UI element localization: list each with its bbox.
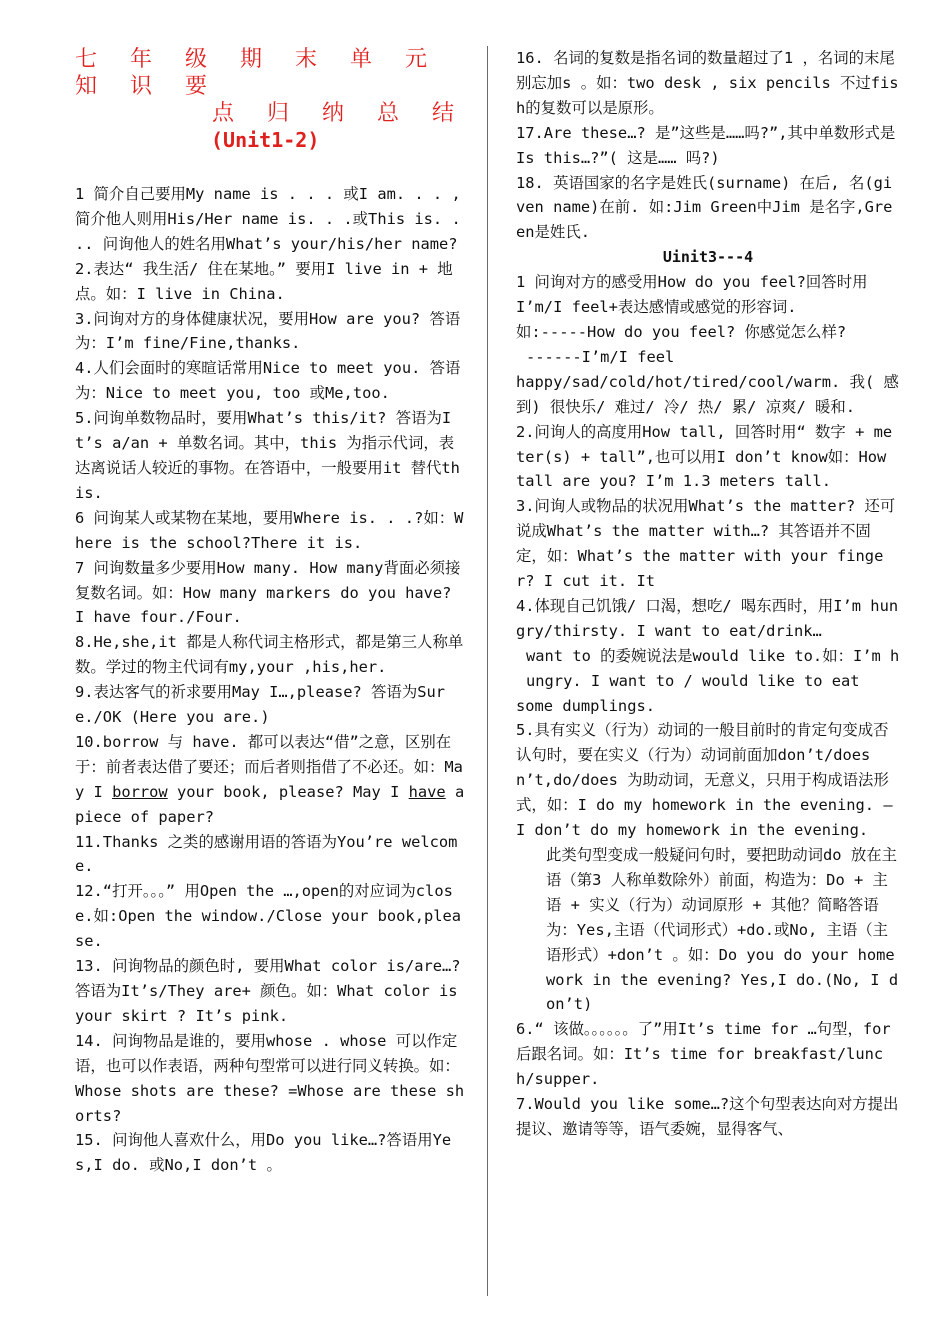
document-title-unit: (Unit1-2) bbox=[211, 128, 320, 152]
unit3-point-4-b: want to 的委婉说法是would like to.如：I’m hungry. I want to / would like to eat bbox=[526, 646, 900, 690]
point-15: 15. 问询他人喜欢什么，用Do you like…?答语用Yes,I do. 或No,I don’t 。 bbox=[75, 1131, 452, 1175]
unit3-point-1: 1 问询对方的感受用How do you feel?回答时用I’m/I feel+表达感情或感觉的形容词. bbox=[516, 273, 868, 317]
right-column bbox=[516, 46, 900, 1142]
point-5: 5.问询单数物品时，要用What’s this/it? 答语为It’s a/an + 单数名词。其中，this 为指示代词，表达离说话人较近的事物。在答语中，一般要用it 替代this. bbox=[75, 409, 460, 502]
point-7: 7 问询数量多少要用How many. How many背面必须接复数名词。如：How many markers do you have? I have four./Four. bbox=[75, 558, 461, 627]
point-9: 9.表达客气的祈求要用May I…,please? 答语为Sure./OK (Here you are.) bbox=[75, 683, 446, 727]
unit3-point-4-c: some dumplings. bbox=[516, 696, 655, 715]
point-14: 14. 问询物品是谁的，要用whose . whose 可以作定语，也可以作表语，两种句型常可以进行同义转换。如：Whose shots are these? =Whose are these shorts? bbox=[75, 1031, 465, 1125]
point-10 bbox=[75, 730, 467, 830]
point-11: 11.Thanks 之类的感谢用语的答语为You’re welcome. bbox=[75, 832, 458, 876]
unit3-point-7: 7.Would you like some…?这个句型表达向对方提出提议、邀请等等，语气委婉，显得客气、 bbox=[516, 1095, 899, 1138]
unit3-point-2: 2.问询人的高度用How tall, 回答时用“ 数字 + meter(s) + tall”,也可以用I don’t know如：How tall are you? I’m 1.3 meters tall. bbox=[516, 422, 893, 491]
point-3: 3.问询对方的身体健康状况，要用How are you? 答语为：I’m fine/Fine,thanks. bbox=[75, 309, 461, 353]
unit3-point-4: 4.体现自己饥饿/ 口渴，想吃/ 喝东西时，用I’m hungry/thirsty. I want to eat/drink… bbox=[516, 596, 899, 640]
unit3-point-1-example-a: ------I’m/I feel bbox=[526, 347, 675, 366]
point-18: 18. 英语国家的名字是姓氏(surname) 在后, 名(given name)在前. 如:Jim Green中Jim 是名字,Green是姓氏. bbox=[516, 173, 893, 242]
point-10-text-a: 10.borrow 与 have. 都可以表达“借”之意，区别在于：前者表达借了要还；而后者则指借了不必还。如：May I bbox=[75, 732, 463, 801]
point-12: 12.“打开。。。” 用Open the …,open的对应词为close.如:Open the window./Close your book,please. bbox=[75, 882, 462, 951]
point-6: 6 问询某人或某物在某地，要用Where is. . .?如：Where is the school?There it is. bbox=[75, 508, 464, 552]
unit3-point-1-example-q: 如:-----How do you feel? 你感觉怎么样? bbox=[516, 322, 847, 341]
document-title-line1: 七 年 级 期 末 单 元 知 识 要 bbox=[75, 47, 440, 99]
point-16: 16. 名词的复数是指名词的数量超过了1 ，名词的末尾别忘加s 。如：two desk , six pencils 不过fish的复数可以是原形。 bbox=[516, 49, 899, 117]
underlined-word-have: have bbox=[408, 782, 446, 801]
point-4: 4.人们会面时的寒暄话常用Nice to meet you. 答语为：Nice to meet you, too 或Me,too. bbox=[75, 359, 461, 403]
point-10-text-c: a piece of paper? bbox=[75, 782, 465, 826]
unit3-point-6: 6.“ 该做。。。。。。了”用It’s time for …句型，for 后跟名词。如：It’s time for breakfast/lunch/supper. bbox=[516, 1020, 891, 1089]
unit3-point-5-b: 此类句型变成一般疑问句时，要把助动词do 放在主语（第3 人称单数除外）前面，构造为：Do + 主语 + 实义（行为）动词原形 + 其他？简略答语为：Yes,主语（代词形式）+do.或No, 主语（主语形式）+don’t 。如：Do you do your homework in the evening? Yes,I do.(No, I don’t) bbox=[546, 846, 899, 1014]
point-13: 13. 问询物品的颜色时, 要用What color is/are…? 答语为It’s/They are+ 颜色。如：What color is your skirt ? It’s pink. bbox=[75, 957, 461, 1025]
spacer bbox=[75, 154, 467, 182]
unit3-point-5: 5.具有实义（行为）动词的一般目前时的肯定句变成否认句时，要在实义（行为）动词前面加don’t/doesn’t,do/does 为助动词，无意义，只用于构成语法形式，如：I do my homework in the evening. — I don’t do my homework in the evening. bbox=[516, 721, 893, 840]
unit3-point-3: 3.问询人或物品的状况用What’s the matter? 还可说成What’s the matter with…? 其答语并不固定，如：What’s the matter with your finger? I cut it. It bbox=[516, 497, 896, 591]
left-column bbox=[75, 46, 467, 1178]
point-17: 17.Are these…? 是”这些是……吗?”,其中单数形式是Is this…?”( 这是…… 吗?) bbox=[516, 123, 896, 167]
point-1: 1 简介自己要用My name is . . . 或I am. . . , 简介他人则用His/Her name is. . .或This is. . .. 问询他人的姓名用What’s your/his/her name? bbox=[75, 185, 461, 253]
point-8: 8.He,she,it 都是人称代词主格形式，都是第三人称单数。学过的物主代词有my,your ,his,her. bbox=[75, 633, 464, 677]
document-title-line2: 点 归 纳 总 结 bbox=[212, 101, 467, 126]
unit3-point-1-example-words: happy/sad/cold/hot/tired/cool/warm. 我( 感到) 很快乐/ 难过/ 冷/ 热/ 累/ 凉爽/ 暖和. bbox=[516, 372, 899, 416]
underlined-word-borrow: borrow bbox=[112, 782, 168, 801]
column-divider bbox=[487, 46, 488, 1296]
section-heading-unit3-4: Uinit3---4 bbox=[662, 248, 754, 267]
point-2: 2.表达“ 我生活/ 住在某地。” 要用I live in + 地点。如：I live in China. bbox=[75, 259, 453, 303]
point-10-text-b: your book, please? May I bbox=[167, 782, 409, 801]
